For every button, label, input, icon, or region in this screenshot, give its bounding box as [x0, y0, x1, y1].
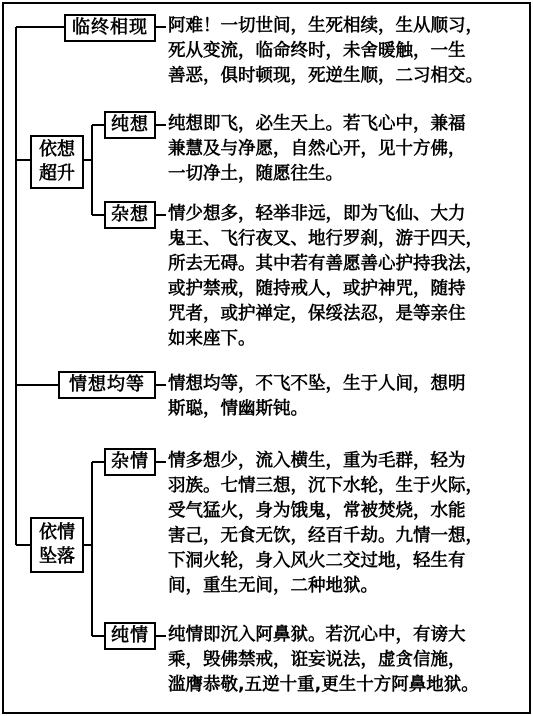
text-zaqing [168, 449, 483, 599]
text-line: 死从变流，临命终时，未舍暖触，一生 [168, 41, 466, 61]
text-line: 情多想少，流入横生，重为毛群，轻为 [168, 451, 466, 471]
node-chunqing: 纯情 [104, 622, 156, 650]
node-linzhong-xiangxian: 临终相现 [64, 14, 156, 42]
text-line: 纯想即飞，必生天上。若飞心中，兼福 [168, 114, 466, 134]
text-line: 所去无碍。其中若有善愿善心护持我法， [168, 254, 483, 274]
text-line: 咒者，或护禅定，保绥法忍，是等亲住 [168, 304, 466, 324]
node-chunxiang: 纯想 [104, 111, 156, 139]
node-qingxiang-junden: 情想均等 [58, 371, 156, 399]
text-line: 如来座下。 [168, 329, 256, 349]
node-yiqing-line2: 坠落 [39, 546, 75, 567]
text-line: 纯情即沉入阿鼻狱。若沉心中，有谤大 [168, 625, 466, 645]
text-line: 乘，毁佛禁戒，诳妄说法，虚贪信施， [168, 650, 466, 670]
text-line: 受气猛火，身为饿鬼，常被焚烧，水能 [168, 501, 466, 521]
text-chunqing [168, 623, 479, 698]
text-chunxiang [168, 112, 466, 187]
text-line: 情想均等，不飞不坠，生于人间，想明 [168, 374, 466, 394]
text-line: 鬼王、飞行夜叉、地行罗刹，游于四天， [168, 229, 483, 249]
node-zaxiang: 杂想 [104, 201, 156, 229]
text-line: 斯聪，情幽斯钝。 [168, 399, 308, 419]
node-yiqing-line1: 依情 [39, 522, 75, 543]
text-line: 善恶，俱时顿现，死逆生顺，二习相交。 [168, 66, 483, 86]
node-yixiang-chaosheng [30, 135, 84, 189]
text-linzhong [168, 14, 483, 89]
text-line: 下洞火轮，身入风火二交过地，轻生有 [168, 551, 466, 571]
node-zaqing: 杂情 [104, 448, 156, 476]
text-qingxiang [168, 372, 466, 422]
text-line: 情少想多，轻举非远，即为飞仙、大力 [168, 204, 466, 224]
text-line: 羽族。七情三想，沉下水轮，生于火际， [168, 476, 483, 496]
text-line: 或护禁戒，随持戒人，或护神咒，随持 [168, 279, 466, 299]
node-yixiang-line1: 依想 [39, 139, 75, 160]
text-line: 害己，无食无饮，经百千劫。九情一想， [168, 526, 483, 546]
text-zaxiang [168, 202, 483, 352]
node-yiqing-zhuiluo [30, 517, 84, 573]
text-line: 滥膺恭敬,五逆十重,更生十方阿鼻地狱。 [168, 675, 479, 695]
text-line: 间，重生无间，二种地狱。 [168, 576, 378, 596]
node-yixiang-line2: 超升 [39, 163, 75, 184]
text-line: 一切净土，随愿往生。 [168, 164, 343, 184]
text-line: 阿难！一切世间，生死相续，生从顺习， [168, 16, 483, 36]
text-line: 兼慧及与净愿，自然心开，见十方佛， [168, 139, 466, 159]
